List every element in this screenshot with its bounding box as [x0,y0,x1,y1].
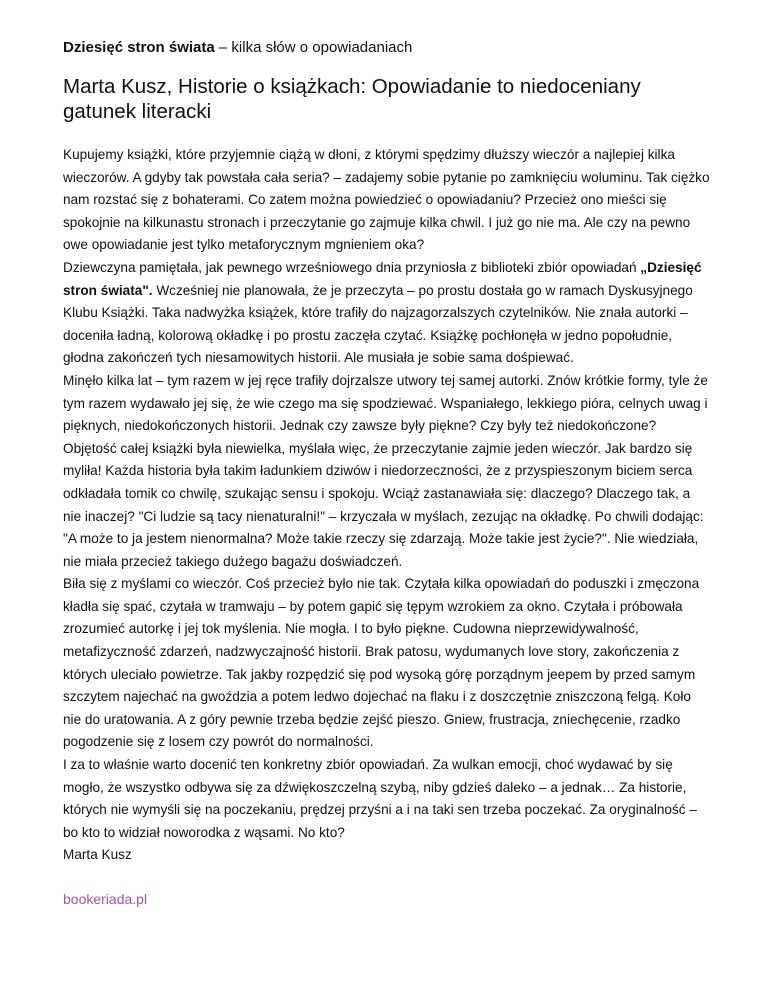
paragraph-2-text-b: Wcześniej nie planowała, że je przeczyta – po prostu dostała go w ramach Dyskusyjnego Klubu Książki. Taka nadwyżka książek, które trafiły do najzagorzalszych czytelników. Nie znała autorki – doceniła ładną, kolorową okładkę i po prostu zaczęła czytać. Książkę pochłonęła w jedno popołudnie, głodna zakończeń tych niesamowitych historii. Ale musiała je sobie sama dośpiewać. [63,282,693,366]
header-subtitle: – kilka słów o opowiadaniach [214,39,413,56]
article-body [63,144,712,844]
paragraph-2-text-a: Dziewczyna pamiętała, jak pewnego wrześniowego dnia przyniosła z biblioteki zbiór opowiadań [63,259,641,275]
paragraph-3: Minęło kilka lat – tym razem w jej ręce trafiły dojrzalsze utwory tej samej autorki. Znów krótkie formy, tyle że tym razem wydawało jej się, że wie czego ma się spodziewać. Wspaniałego, lekkiego pióra, celnych uwag i pięknych, niedokończonych historii. Jednak czy zawsze były piękne? Czy były też niedokończone? Objętość całej książki była niewielka, myślała więc, że przeczytanie zajmie jeden wieczór. Jak bardzo się myliła! Każda historia była takim ładunkiem dziwów i niedorzeczności, że z przyspieszonym biciem serca odkładała tomik co chwilę, szukając sensu i spokoju. Wciąż zastanawiała się: dlaczego? Dlaczego tak, a nie inaczej? "Ci ludzie są tacy nienaturalni!" – krzyczała w myślach, zezując na okładkę. Po chwili dodając: "A może to ja jestem nienormalna? Może takie rzeczy się zdarzają. Może takie jest życie?". Nie wiedziała, nie miała przecież takiego dużego bagażu doświadczeń. [63,372,708,569]
author-signature: Marta Kusz [63,847,132,863]
paragraph-5: I za to właśnie warto docenić ten konkretny zbiór opowiadań. Za wulkan emocji, choć wydawać by się mogło, że wszystko odbywa się za dźwiękoszczelną szybą, niby gdzieś daleko – a jednak… Za historie, których nie wymyśli się na poczekaniu, prędzej przyśni a i na taki sen trzeba poczekać. Za oryginalność – bo kto to widział noworodka z wąsami. No kto? [63,757,697,840]
book-title-inline: „Dziesięć stron świata". [63,259,702,298]
paragraph-1: Kupujemy książki, które przyjemnie ciążą w dłoni, z którymi spędzimy dłuższy wieczór a najlepiej kilka wieczorów. A gdyby tak powstała cała seria? – zadajemy sobie pytanie po zamknięciu woluminu. Tak ciężko nam rozstać się z bohaterami. Co zatem można powiedzieć o opowiadaniu? Przecież ono mieści się spokojnie na kilkunastu stronach i przeczytanie go zajmuje kilka chwil. I już go nie ma. Ale czy na pewno owe opowiadanie jest tylko metaforycznym mgnieniem oka? [63,147,710,253]
book-title: Dziesięć stron świata [63,39,215,56]
paragraph-2 [63,257,712,370]
document-header [63,38,712,58]
article-title: Marta Kusz, Historie o książkach: Opowiadanie to niedoceniany gatunek literacki [63,75,641,123]
source-link[interactable]: bookeriada.pl [63,891,148,907]
paragraph-4: Biła się z myślami co wieczór. Coś przecież było nie tak. Czytała kilka opowiadań do poduszki i zmęczona kładła się spać, czytała w tramwaju – by potem gapić się tępym wzrokiem za okno. Czytała i próbowała zrozumieć autorkę i jej tok myślenia. Nie mogła. I to było piękne. Cudowna nieprzewidywalność, metafizyczność zdarzeń, nadzwyczajność historii. Brak patosu, wydumanych love story, zakończenia z których uleciało powietrze. Tak jakby rozpędzić się pod wysoką górę porządnym jeepem by przed samym szczytem najechać na gwoździa a potem ledwo dojechać na flaku i z doszczętnie zniszczoną felgą. Koło nie do uratowania. A z góry pewnie trzeba będzie zejść pieszo. Gniew, frustracja, zniechęcenie, rzadko pogodzenie się z losem czy powrót do normalności. [63,576,700,750]
